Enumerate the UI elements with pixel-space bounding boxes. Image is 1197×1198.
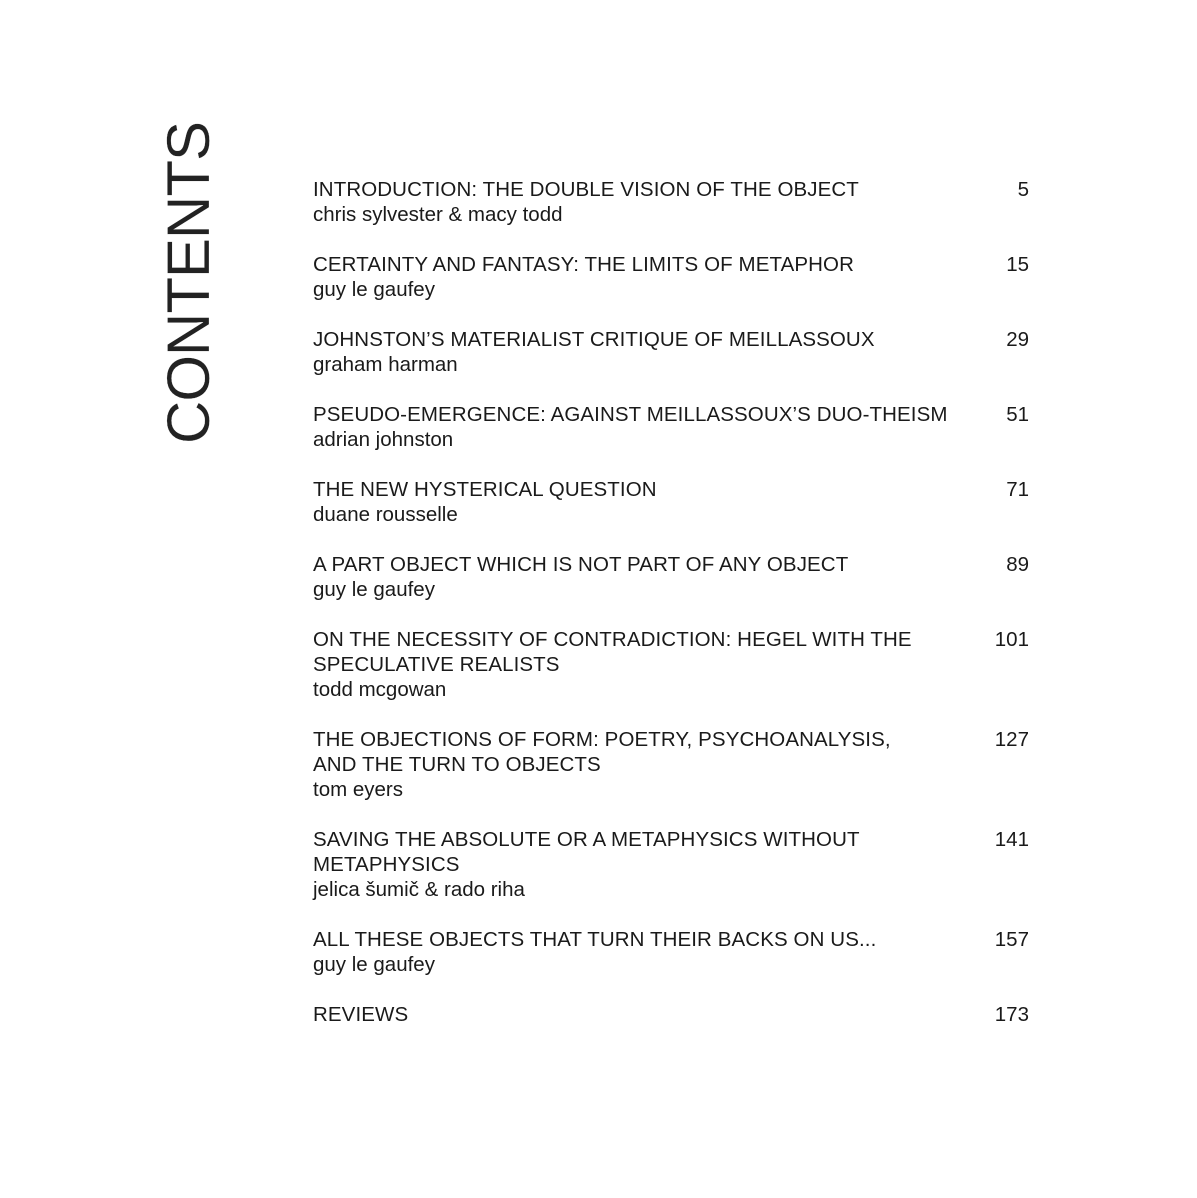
- entry-page-number: 5: [1017, 178, 1029, 201]
- entry-page-number: 15: [1006, 253, 1029, 276]
- contents-heading: CONTENTS: [155, 122, 222, 444]
- entry-page-number: 29: [1006, 328, 1029, 351]
- entry-title: JOHNSTON’S MATERIALIST CRITIQUE OF MEILLASSOUX: [313, 328, 875, 351]
- entry-page-number: 173: [994, 1003, 1029, 1026]
- toc-entry[interactable]: [313, 627, 1033, 727]
- entry-author: tom eyers: [313, 778, 403, 801]
- entry-spacer: [313, 977, 963, 1002]
- entry-page-number: 157: [994, 928, 1029, 951]
- toc-entry[interactable]: [313, 477, 1033, 552]
- toc-entry[interactable]: [313, 927, 1033, 1002]
- toc-entry[interactable]: [313, 177, 1033, 252]
- entry-page-number: 141: [994, 828, 1029, 851]
- entry-author: adrian johnston: [313, 428, 454, 451]
- entry-title: THE OBJECTIONS OF FORM: POETRY, PSYCHOANALYSIS, AND THE TURN TO OBJECTS: [313, 728, 891, 776]
- entry-spacer: [313, 702, 963, 727]
- entry-page-number: 101: [994, 628, 1029, 651]
- entry-title: REVIEWS: [313, 1003, 409, 1026]
- entry-author: chris sylvester & macy todd: [313, 203, 563, 226]
- entry-spacer: [313, 902, 963, 927]
- entry-spacer: [313, 802, 963, 827]
- entry-spacer: [313, 602, 963, 627]
- toc-entry[interactable]: [313, 402, 1033, 477]
- entry-title: SAVING THE ABSOLUTE OR A METAPHYSICS WITHOUT METAPHYSICS: [313, 828, 860, 876]
- entry-page-number: 51: [1006, 403, 1029, 426]
- toc-entry[interactable]: [313, 727, 1033, 827]
- entry-spacer: [313, 377, 963, 402]
- toc-entry[interactable]: [313, 552, 1033, 627]
- entry-page-number: 127: [994, 728, 1029, 751]
- entry-author: jelica šumič & rado riha: [313, 878, 525, 901]
- entry-page-number: 71: [1006, 478, 1029, 501]
- entry-spacer: [313, 302, 963, 327]
- table-of-contents: [313, 177, 1033, 1027]
- entry-title: ON THE NECESSITY OF CONTRADICTION: HEGEL WITH THE SPECULATIVE REALISTS: [313, 628, 912, 676]
- toc-entry[interactable]: [313, 327, 1033, 402]
- toc-entry[interactable]: [313, 827, 1033, 927]
- entry-spacer: [313, 452, 963, 477]
- toc-entry[interactable]: [313, 252, 1033, 327]
- entry-author: duane rousselle: [313, 503, 458, 526]
- entry-spacer: [313, 527, 963, 552]
- entry-title: PSEUDO-EMERGENCE: AGAINST MEILLASSOUX’S DUO-THEISM: [313, 403, 948, 426]
- entry-title: INTRODUCTION: THE DOUBLE VISION OF THE OBJECT: [313, 178, 859, 201]
- entry-title: ALL THESE OBJECTS THAT TURN THEIR BACKS ON US...: [313, 928, 877, 951]
- toc-entry[interactable]: [313, 1002, 1033, 1027]
- entry-author: guy le gaufey: [313, 953, 435, 976]
- entry-author: guy le gaufey: [313, 278, 435, 301]
- entry-title: THE NEW HYSTERICAL QUESTION: [313, 478, 657, 501]
- entry-title: A PART OBJECT WHICH IS NOT PART OF ANY OBJECT: [313, 553, 849, 576]
- entry-author: graham harman: [313, 353, 458, 376]
- entry-author: todd mcgowan: [313, 678, 447, 701]
- entry-title: CERTAINTY AND FANTASY: THE LIMITS OF METAPHOR: [313, 253, 855, 276]
- entry-spacer: [313, 227, 963, 252]
- entry-author: guy le gaufey: [313, 578, 435, 601]
- entry-page-number: 89: [1006, 553, 1029, 576]
